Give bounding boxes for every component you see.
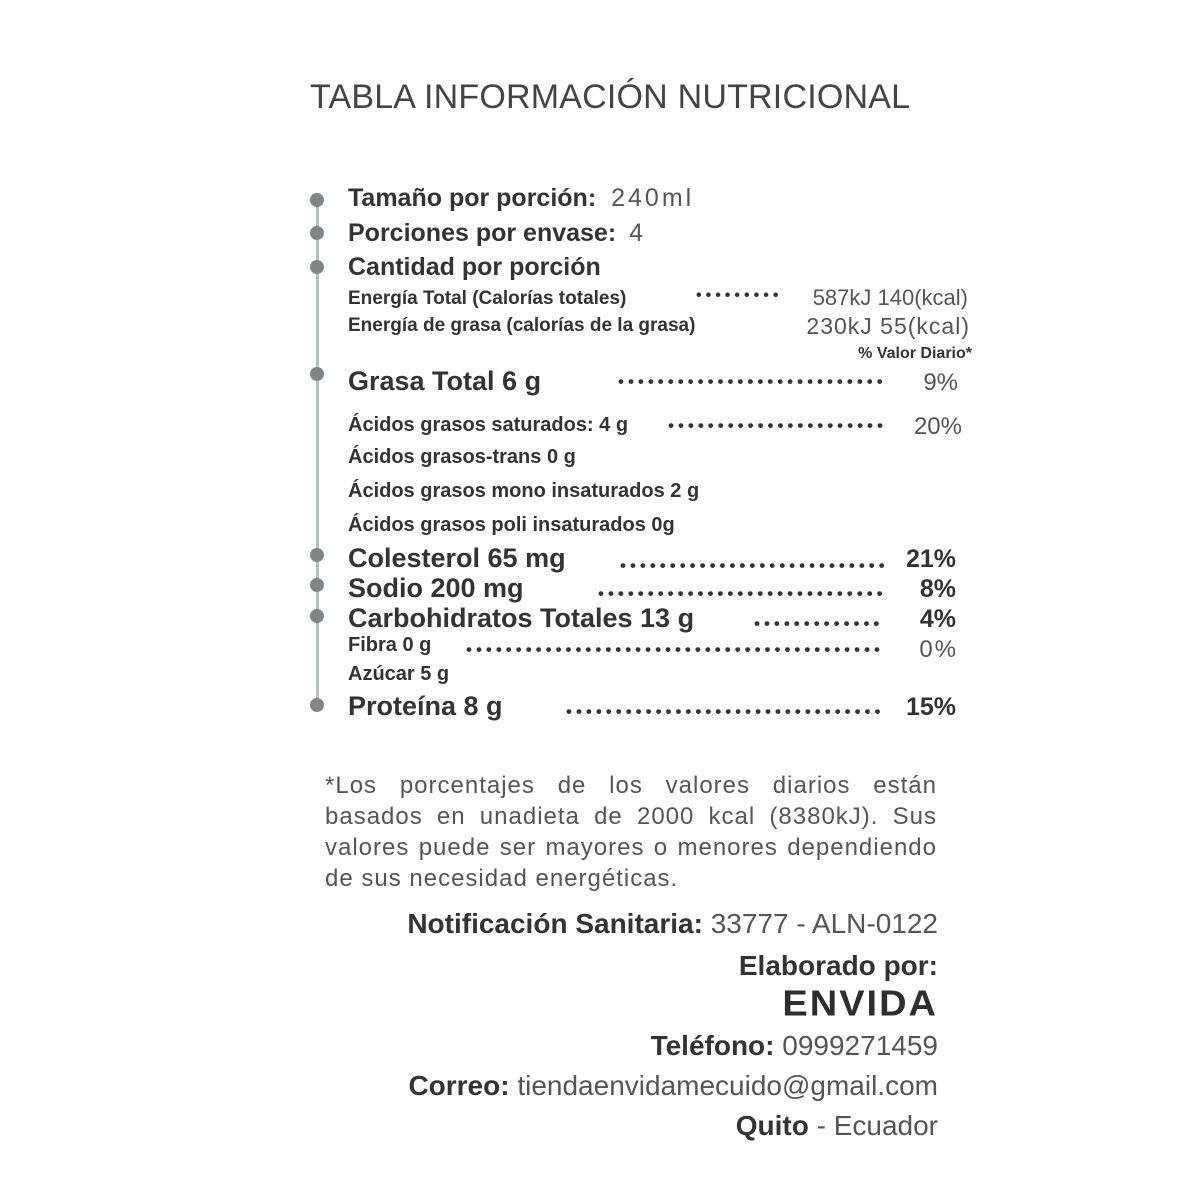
city-label: Quito <box>735 1110 809 1141</box>
serving-size-value: 240ml <box>611 184 695 212</box>
leader-dots <box>696 287 778 305</box>
email-value: tiendaenvidamecuido@gmail.com <box>517 1070 938 1101</box>
fat-total-pct: 9% <box>923 369 958 396</box>
phone-label: Teléfono: <box>650 1030 775 1061</box>
envida-logo: ENVIDA <box>782 984 938 1024</box>
mono-fat-label: Ácidos grasos mono insaturados 2 g <box>348 480 700 502</box>
energy-total-label: Energía Total (Calorías totales) <box>348 288 627 309</box>
servings-value: 4 <box>629 219 644 247</box>
servings-per-container-row <box>348 219 643 248</box>
bullet-dot <box>310 367 324 381</box>
fiber-label: Fibra 0 g <box>348 634 432 656</box>
serving-size-label: Tamaño por porción: <box>348 184 597 212</box>
bullet-dot <box>310 548 324 562</box>
fat-total-label: Grasa Total 6 g <box>348 366 542 396</box>
sanitary-notification-value: 33777 - ALN-0122 <box>710 908 938 939</box>
made-by-label: Elaborado por: <box>738 950 938 981</box>
bullet-dot <box>310 226 324 240</box>
trans-fat-label: Ácidos grasos-trans 0 g <box>348 446 576 468</box>
leader-dots <box>466 640 884 660</box>
saturated-fat-label: Ácidos grasos saturados: 4 g <box>348 414 629 436</box>
sanitary-notification-row <box>407 908 938 940</box>
phone-row <box>651 1030 938 1062</box>
location-row <box>736 1110 938 1142</box>
energy-fat-value: 230kJ 55(kcal) <box>806 313 970 339</box>
cholesterol-label: Colesterol 65 mg <box>348 543 566 573</box>
nutrition-table-title: TABLA INFORMACIÓN NUTRICIONAL <box>310 78 911 116</box>
sodium-pct: 8% <box>919 575 956 603</box>
bullet-dot <box>310 698 324 712</box>
fiber-pct: 0% <box>919 636 958 663</box>
bullet-dot <box>310 578 324 592</box>
sodium-label: Sodio 200 mg <box>348 573 524 603</box>
bullet-dot <box>310 260 324 274</box>
leader-dots <box>598 584 884 604</box>
energy-total-value: 587kJ 140(kcal) <box>812 285 968 310</box>
leader-dots <box>566 702 884 722</box>
protein-pct: 15% <box>905 693 956 721</box>
poly-fat-label: Ácidos grasos poli insaturados 0g <box>348 514 675 536</box>
bullet-dot <box>310 609 324 623</box>
daily-values-footnote: *Los porcentajes de los valores diarios están basados en unadieta de 2000 kcal (8380kJ). Sus valores puede ser mayores o menores dependiendo de sus necesidad energéticas. <box>325 772 937 892</box>
bullet-dot <box>310 193 324 207</box>
protein-label: Proteína 8 g <box>348 691 503 721</box>
servings-label: Porciones por envase: <box>348 219 617 247</box>
leader-dots <box>618 372 884 392</box>
leader-dots <box>620 556 884 576</box>
daily-value-header: % Valor Diario* <box>858 345 972 362</box>
leader-dots <box>754 614 884 634</box>
carbohydrates-pct: 4% <box>919 605 956 633</box>
location-separator: - <box>808 1110 834 1141</box>
cholesterol-pct: 21% <box>905 545 956 573</box>
carbohydrates-label: Carbohidratos Totales 13 g <box>348 603 695 633</box>
sugar-label: Azúcar 5 g <box>348 663 450 685</box>
leader-dots <box>668 416 884 436</box>
sanitary-notification-label: Notificación Sanitaria: <box>407 908 703 939</box>
serving-size-row <box>348 184 694 213</box>
phone-value: 0999271459 <box>782 1030 938 1061</box>
amount-per-serving-heading: Cantidad por porción <box>348 253 601 281</box>
country-label: Ecuador <box>833 1110 938 1141</box>
energy-fat-label: Energía de grasa (calorías de la grasa) <box>348 315 696 336</box>
email-label: Correo: <box>408 1070 510 1101</box>
email-row <box>408 1070 938 1102</box>
saturated-fat-pct: 20% <box>913 413 962 440</box>
